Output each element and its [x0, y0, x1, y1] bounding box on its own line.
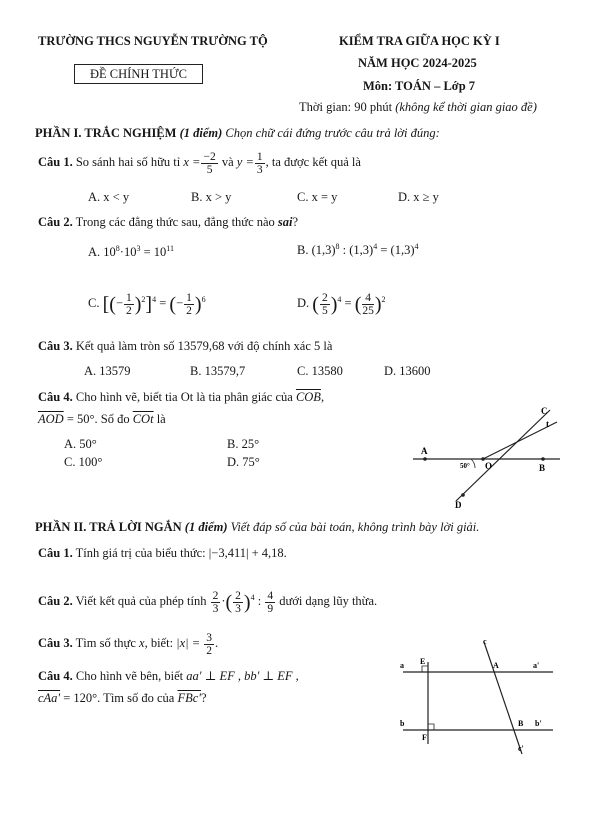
p2-q4-line1: [38, 668, 299, 684]
angle-arc: [471, 459, 475, 468]
p1-q1-stem: [38, 148, 361, 176]
p1-q3-stem: [38, 339, 332, 354]
p1-q4-opt-b[interactable]: B. 25°: [227, 437, 260, 451]
p1-q3-label: Câu 3.: [38, 339, 73, 353]
fig1-label-o: O: [485, 461, 493, 471]
p2-q2-frac-3: $\frac{4}{9}$: [267, 589, 274, 615]
part2-heading: [35, 520, 479, 535]
p2-q2: Câu 2. Viết kết quả của phép tính $\frac{2}{3}$ ·( $\frac{2}{3}$ )$^4$ : $\frac{4}{9}$ dưới dạng lũy thừa.: [38, 589, 378, 615]
p1-q1-text-end: , ta được kết quả là: [265, 155, 361, 169]
p1-q4-stem-1: Câu 4. Cho hình vẽ, biết tia Ot là tia phân giác của $\overline{COB}$,: [38, 390, 325, 404]
p1-q1-and: và: [221, 155, 234, 169]
fig1-label-a: A: [421, 446, 428, 456]
p1-q1-x-den: 5: [206, 163, 213, 176]
p1-q2-opt-a[interactable]: A. $10^8\cdot 10^3 = 10^{11}$: [88, 244, 174, 260]
p1-q1-opt-b[interactable]: B. x > y: [191, 190, 232, 204]
p2-q3-expr: |x| =: [176, 636, 201, 650]
part1-title: PHẦN I. TRẮC NGHIỆM: [35, 126, 177, 140]
subject: Môn: TOÁN – Lớp 7: [363, 79, 476, 93]
figure-parallel-lines: [388, 632, 563, 757]
fig2-label-e: E: [420, 657, 426, 666]
p1-q2-opt-b[interactable]: B. $(1,3)^8$ : $(1,3)^4 = (1,3)^4$: [297, 242, 419, 258]
p2-q3-frac: $\frac{3}{2}$: [206, 631, 213, 657]
point-a: [423, 457, 427, 461]
p1-q3-opt-a[interactable]: A. 13579: [84, 364, 131, 378]
p2-q1-expr: |−3,411| + 4,18.: [208, 546, 287, 560]
p1-q2-label: Câu 2.: [38, 215, 73, 229]
exam-title: KIỂM TRA GIỮA HỌC KỲ I: [339, 34, 500, 48]
p1-q1-opt-a[interactable]: A. x < y: [88, 190, 130, 204]
part1-points: (1 điểm): [179, 126, 223, 140]
school-year: NĂM HỌC 2024-2025: [358, 56, 477, 70]
p1-q4-opt-c[interactable]: C. 100°: [64, 455, 103, 469]
fig2-label-c-prime: c': [518, 744, 524, 753]
p2-q2-tail: dưới dạng lũy thừa.: [279, 594, 378, 609]
part1-instruction: Chọn chữ cái đứng trước câu trả lời đúng:: [225, 126, 440, 140]
exam-time-prefix: Thời gian: 90 phút: [299, 100, 396, 114]
fig1-label-50: 50°: [460, 462, 470, 470]
p2-q1-label: Câu 1.: [38, 546, 73, 560]
p1-q1-y-frac: [255, 151, 265, 176]
p1-q1-label: Câu 1.: [38, 155, 73, 169]
p1-q4-label: Câu 4.: [38, 390, 73, 404]
p2-q4-text2: = 120°. Tìm số đo của: [63, 691, 175, 705]
p1-q2-stem: [38, 215, 298, 230]
school-name: TRƯỜNG THCS NGUYỄN TRƯỜNG TỘ: [38, 34, 268, 48]
fig2-label-a: a: [400, 661, 404, 670]
p1-q4-stem-2: [38, 412, 166, 427]
p1-q1-opt-c[interactable]: C. x = y: [297, 190, 338, 204]
p1-q3-text: Kết quả làm tròn số 13579,68 với độ chính xác 5 là: [75, 339, 333, 353]
p2-q1-text: Tính giá trị của biểu thức:: [75, 546, 206, 560]
p1-q3-opt-c[interactable]: C. 13580: [297, 364, 343, 378]
exam-time: [299, 100, 537, 115]
p1-q4-text2b: = 50°. Số đo: [66, 412, 130, 426]
right-angle-f: [428, 724, 434, 730]
p1-q4-angle-cob: $\overline{COB}$: [295, 390, 321, 404]
p1-q1-opt-d[interactable]: D. x ≥ y: [398, 190, 439, 204]
line-cd: [456, 410, 550, 501]
fig2-label-a-prime: a': [533, 661, 540, 670]
p1-q4-text1: Cho hình vẽ, biết tia Ot là tia phân giác của: [75, 390, 293, 404]
fig2-label-B: B: [518, 719, 524, 728]
p2-q3-text2: , biết:: [144, 636, 174, 650]
p2-q2-label: Câu 2.: [38, 594, 73, 609]
part2-points: (1 điểm): [184, 520, 228, 534]
part2-instruction: Viết đáp số của bài toán, không trình bày lời giải.: [230, 520, 480, 534]
p1-q1-x-eq: x =: [183, 155, 201, 169]
p1-q2-opt-c[interactable]: C. [(− $\frac{1}{2}$ )$^2$]$^4$ = (− $\frac{1}{2}$ )$^6$: [88, 291, 206, 317]
point-d: [461, 493, 465, 497]
figure-angle-bisector: [405, 402, 565, 512]
p2-q4-end: ?: [200, 691, 207, 705]
p2-q2-frac-2: $\frac{2}{3}$: [235, 589, 241, 615]
fig2-label-f: F: [422, 733, 427, 742]
p1-q1-text: So sánh hai số hữu tỉ: [75, 155, 181, 169]
p1-q2-end: ?: [292, 215, 299, 229]
p2-q2-text: Viết kết quả của phép tính: [75, 594, 207, 609]
p2-q3: Câu 3. Tìm số thực x, biết: |x| = $\frac{3}{2}$ .: [38, 631, 219, 657]
p2-q4-line2: [38, 691, 207, 706]
p1-q1-x-num: −2: [203, 150, 216, 163]
p1-q2-text: Trong các đẳng thức sau, đẳng thức nào: [75, 215, 275, 229]
p1-q2-opt-d[interactable]: D. ( $\frac{2}{5}$ )$^4$ = ( $\frac{4}{25}$ )$^2$: [297, 291, 386, 317]
p2-q4-text1: Cho hình vẽ bên, biết: [75, 669, 184, 683]
point-b: [541, 457, 545, 461]
fig1-label-d: D: [455, 500, 462, 510]
right-angle-e: [422, 666, 428, 672]
fig1-label-t: t: [546, 419, 549, 429]
p2-q3-label: Câu 3.: [38, 636, 73, 650]
p2-q3-text: Tìm số thực: [75, 636, 136, 650]
p1-q1-y-eq: y =: [236, 155, 254, 169]
p1-q1-y-num: 1: [256, 150, 263, 163]
exam-time-note: (không kể thời gian giao đề): [395, 100, 537, 114]
p2-q4-angle-fbc: FBc': [177, 691, 201, 705]
p1-q4-angle-aod: $\overline{AOD}$: [38, 412, 64, 426]
p2-q1: [38, 546, 287, 561]
p1-q4-text2c: là: [156, 412, 166, 426]
p1-q4-angle-cot: $\overline{COt}$: [132, 412, 154, 426]
p1-q3-opt-d[interactable]: D. 13600: [384, 364, 431, 378]
part1-heading: [35, 126, 440, 141]
p2-q2-frac-1: $\frac{2}{3}$: [212, 589, 219, 615]
fig2-label-b: b: [400, 719, 405, 728]
p1-q4-opt-a[interactable]: A. 50°: [64, 437, 97, 451]
fig2-label-A: A: [493, 661, 499, 670]
p1-q2-emph: sai: [277, 215, 293, 229]
fig1-label-c: C: [541, 406, 548, 416]
fig2-label-c: c: [483, 637, 487, 646]
p2-q3-var: x: [139, 636, 145, 650]
p1-q1-y-den: 3: [256, 163, 263, 176]
p1-q4-opt-d[interactable]: D. 75°: [227, 455, 260, 469]
p2-q4-label: Câu 4.: [38, 669, 73, 683]
p1-q1-x-frac: [201, 151, 217, 176]
official-label: ĐỀ CHÍNH THỨC: [90, 67, 187, 81]
p1-q3-opt-b[interactable]: B. 13579,7: [190, 364, 246, 378]
fig1-label-b: B: [539, 463, 546, 473]
p2-q4-rel: aa' ⊥ EF , bb' ⊥ EF ,: [186, 669, 299, 683]
official-label-box: [74, 64, 203, 84]
line-c: [484, 642, 522, 754]
part2-title: PHẦN II. TRẢ LỜI NGẮN: [35, 520, 182, 534]
fig2-label-b-prime: b': [535, 719, 542, 728]
p2-q4-angle-caa: cAa': [38, 691, 61, 705]
